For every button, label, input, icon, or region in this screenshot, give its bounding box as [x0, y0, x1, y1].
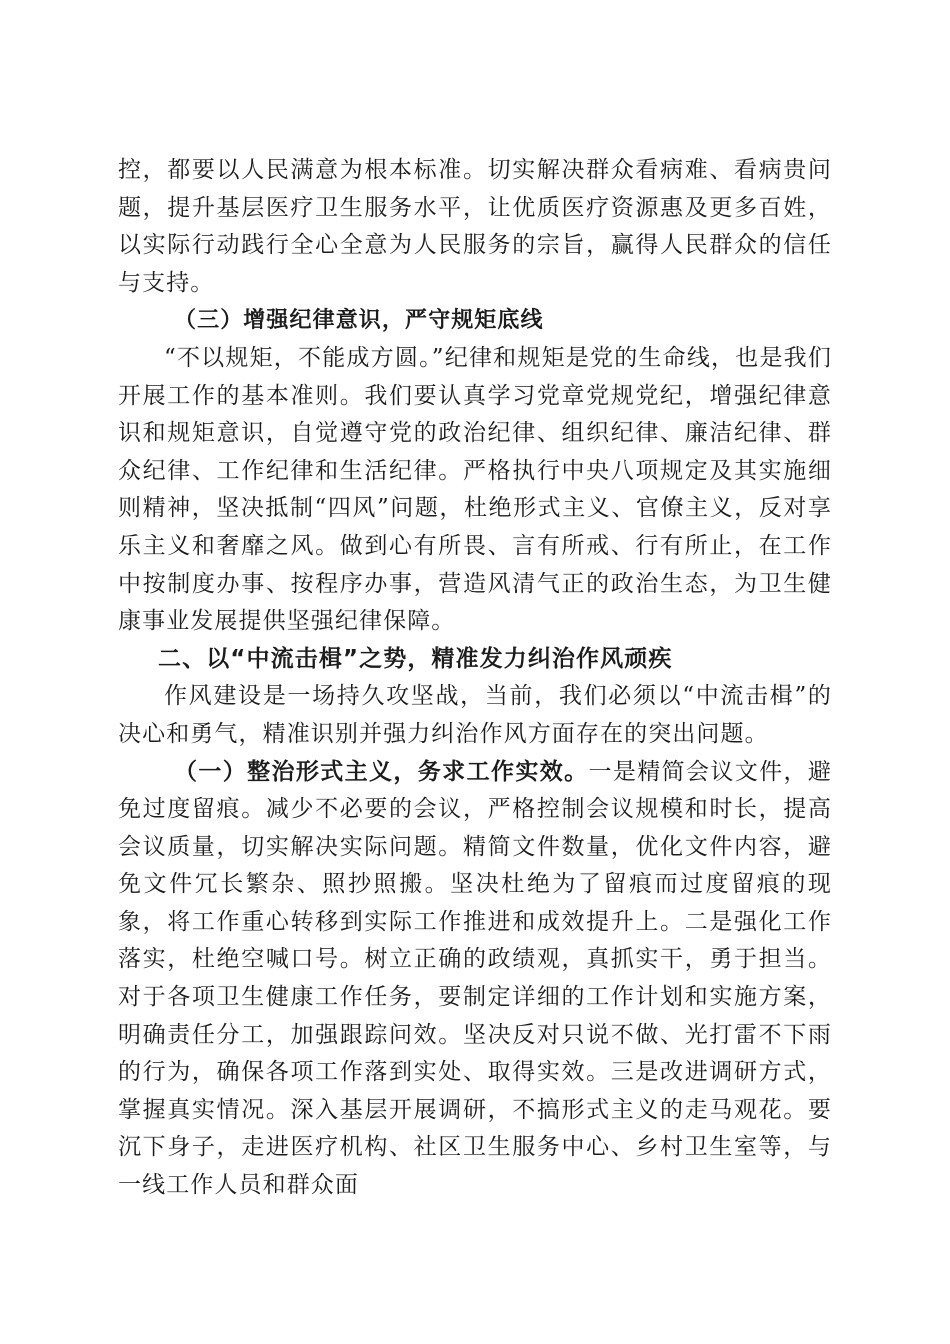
document-body — [118, 152, 832, 1205]
paragraph-formalism-body: 一是精简会议文件，避免过度留痕。减少不必要的会议，严格控制会议规模和时长，提高会议质量，切实解决实际问题。精简文件数量，优化文件内容，避免文件冗长繁杂、照抄照搬。坚决杜绝为了留痕而过度留痕的现象，将工作重心转移到实际工作推进和成效提升上。二是强化工作落实，杜绝空喊口号。树立正确的政绩观，真抓实干，勇于担当。对于各项卫生健康工作任务，要制定详细的工作计划和实施方案，明确责任分工，加强跟踪问效。坚决反对只说不做、光打雷不下雨的行为，确保各项工作落到实处、取得实效。三是改进调研方式，掌握真实情况。深入基层开展调研，不搞形式主义的走马观花。要沉下身子，走进医疗机构、社区卫生服务中心、乡村卫生室等，与一线工作人员和群众面 — [118, 758, 833, 1199]
chapter-heading-two: 二、以“中流击楫”之势，精准发力纠治作风顽疾 — [158, 645, 673, 672]
paragraph-people-satisfaction: 控，都要以人民满意为根本标准。切实解决群众看病难、看病贵问题，提升基层医疗卫生服务水平，让优质医疗资源惠及更多百姓，以实际行动践行全心全意为人民服务的宗旨，赢得人民群众的信任与支持。 — [118, 157, 832, 296]
paragraph-formalism-lead: （一）整治形式主义，务求工作实效。 — [174, 758, 589, 785]
paragraph-discipline: “不以规矩，不能成方圆。”纪律和规矩是党的生命线，也是我们开展工作的基本准则。我们要认真学习党章党规党纪，增强纪律意识和规矩意识，自觉遵守党的政治纪律、组织纪律、廉洁纪律、群众纪律、工作纪律和生活纪律。严格执行中央八项规定及其实施细则精神，坚决抵制“四风”问题，杜绝形式主义、官僚主义，反对享乐主义和奢靡之风。做到心有所畏、言有所戒、行有所止，在工作中按制度办事、按程序办事，营造风清气正的政治生态，为卫生健康事业发展提供坚强纪律保障。 — [118, 344, 832, 635]
paragraph-formalism — [118, 754, 832, 1205]
paragraph-work-style-intro: 作风建设是一场持久攻坚战，当前，我们必须以“中流击楫”的决心和勇气，精准识别并强力纠治作风方面存在的突出问题。 — [118, 683, 832, 747]
section-heading-discipline: （三）增强纪律意识，严守规矩底线 — [174, 308, 544, 334]
